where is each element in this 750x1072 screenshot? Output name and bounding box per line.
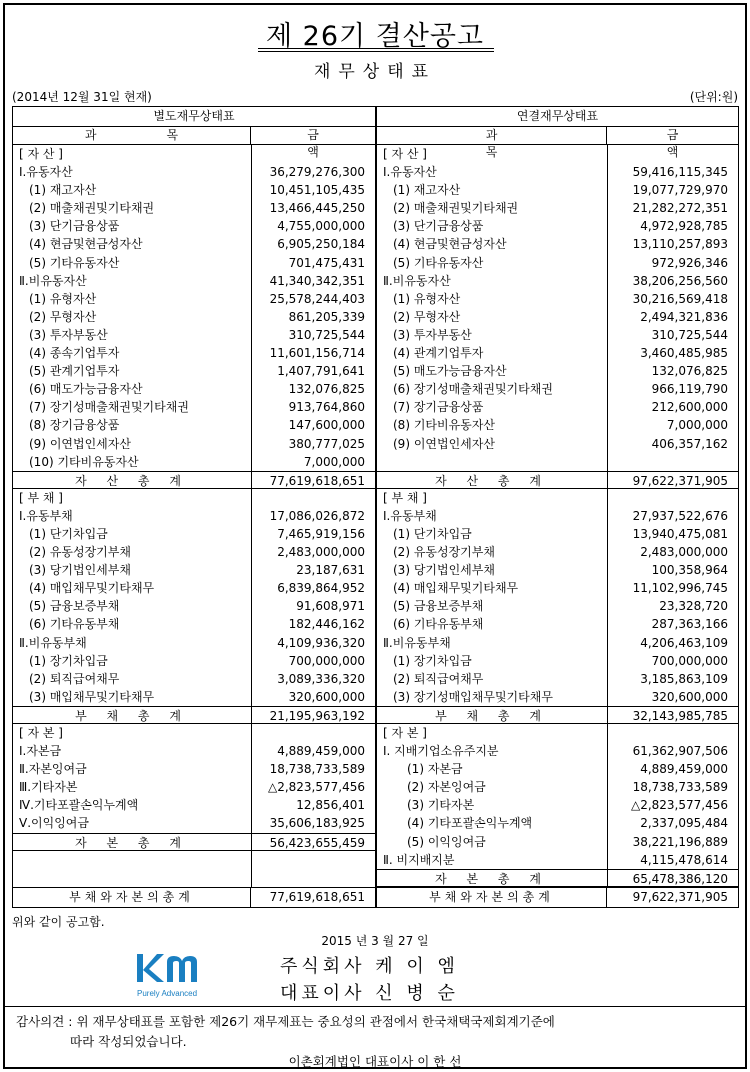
row-label: (5) 매도가능금융자산 [393, 364, 507, 379]
column-item-header: 과목 [377, 127, 607, 144]
row-amount [251, 145, 375, 163]
row-amount: 4,206,463,109 [640, 635, 728, 650]
row-label: (10) 기타비유동자산 [29, 454, 139, 469]
table-row [377, 525, 738, 543]
row-label: (1) 단기차입금 [29, 526, 108, 541]
table-row [377, 579, 738, 597]
row-label: 부 채 총 계 [75, 708, 189, 723]
as-of-date: (2014년 12월 31일 현재) [12, 90, 152, 104]
table-row [377, 597, 738, 615]
table-row [377, 489, 738, 507]
row-label: (6) 매도가능금융자산 [29, 382, 143, 397]
ceo-name: 대표이사 신 병 순 [280, 983, 459, 1004]
column-amount-header: 금액 [666, 128, 729, 159]
row-amount: 4,889,459,000 [277, 744, 365, 759]
row-label: (1) 유형자산 [393, 291, 461, 306]
row-label: (2) 매출채권및기타채권 [393, 201, 519, 216]
notice-text: 위와 같이 공고함. [12, 915, 105, 929]
table-row [377, 615, 738, 633]
row-amount: 35,606,183,925 [269, 816, 365, 831]
row-amount: 21,195,963,192 [269, 708, 365, 723]
row-label: (4) 현금및현금성자산 [393, 237, 507, 252]
table-row [13, 778, 375, 796]
row-label: Ⅰ.유동자산 [19, 165, 73, 180]
row-label: [ 자 산 ] [383, 147, 427, 161]
row-amount: 3,185,863,109 [640, 671, 728, 686]
row-label: Ⅱ.비유동부채 [383, 635, 451, 650]
table-row [377, 634, 738, 652]
row-amount: 41,340,342,351 [269, 273, 365, 288]
row-label: (1) 자본금 [407, 762, 463, 777]
row-amount: 77,619,618,651 [269, 473, 365, 488]
row-label: (5) 금융보증부채 [29, 599, 120, 614]
table-row [13, 579, 375, 597]
row-amount: 65,478,386,120 [632, 871, 728, 886]
table-row [377, 851, 738, 869]
row-amount: 17,086,026,872 [269, 508, 365, 523]
row-label: (2) 자본잉여금 [407, 780, 486, 795]
row-amount: 18,738,733,589 [269, 762, 365, 777]
table-title: 연결재무상태표 [377, 107, 738, 127]
total-label: 부채와자본의총계 [377, 888, 607, 907]
row-amount: 61,362,907,506 [632, 744, 728, 759]
row-label: Ⅰ.자본금 [19, 744, 62, 759]
row-label: (1) 재고자산 [393, 183, 461, 198]
row-label [377, 453, 607, 471]
separate-balance-sheet [12, 106, 376, 908]
table-row [13, 670, 375, 688]
consolidated-balance-sheet [376, 106, 739, 908]
row-amount: 25,578,244,403 [269, 291, 365, 306]
row-label: Ⅱ. 비지배지분 [383, 852, 455, 867]
row-amount: 2,483,000,000 [640, 545, 728, 560]
row-amount: 21,282,272,351 [632, 201, 728, 216]
table-row [377, 471, 738, 489]
row-label: (3) 단기금융상품 [29, 219, 120, 234]
row-label: 자 산 총 계 [75, 473, 189, 488]
table-row [13, 597, 375, 615]
table-row [13, 688, 375, 706]
table-row [377, 326, 738, 344]
total-liabilities-equity-row [13, 887, 375, 907]
table-row [13, 706, 375, 724]
table-row [377, 778, 738, 796]
table-row [377, 507, 738, 525]
column-item-header: 과목 [13, 127, 251, 144]
row-amount: 147,600,000 [288, 418, 365, 433]
row-label: (2) 퇴직급여채무 [393, 671, 484, 686]
row-amount: 10,451,105,435 [269, 183, 365, 198]
row-label: (4) 매입채무및기타채무 [393, 581, 519, 596]
table-row [13, 525, 375, 543]
row-amount [607, 145, 738, 163]
row-amount: 23,328,720 [659, 599, 728, 614]
row-label: (9) 이연법인세자산 [393, 436, 495, 451]
table-row [13, 724, 375, 742]
table-row [377, 833, 738, 851]
table-row [377, 814, 738, 832]
table-title: 별도재무상태표 [13, 107, 375, 127]
row-label: (6) 장기성매출채권및기타채권 [393, 382, 553, 397]
table-row [377, 163, 738, 181]
table-row [13, 507, 375, 525]
row-label: [ 자 본 ] [383, 726, 427, 740]
row-label: (7) 장기성매출채권및기타채권 [29, 400, 189, 415]
row-amount: 100,358,964 [651, 563, 728, 578]
table-row [377, 742, 738, 760]
row-amount: 4,755,000,000 [277, 219, 365, 234]
row-label: Ⅰ.유동부채 [19, 508, 73, 523]
row-label: (9) 이연법인세자산 [29, 436, 131, 451]
table-row [13, 416, 375, 434]
row-label: (3) 당기법인세부채 [393, 563, 495, 578]
row-label: Ⅱ.비유동자산 [383, 273, 451, 288]
row-label: (2) 무형자산 [393, 309, 461, 324]
table-row [377, 181, 738, 199]
row-amount: 36,279,276,300 [269, 165, 365, 180]
row-amount: 4,972,928,785 [640, 219, 728, 234]
row-label: [ 자 본 ] [19, 726, 63, 740]
row-amount: 6,905,250,184 [277, 237, 365, 252]
row-label: (3) 장기성매입채무및기타채무 [393, 689, 553, 704]
row-amount: 7,000,000 [303, 454, 365, 469]
logo-tagline: Purely Advanced [137, 989, 198, 998]
row-label: [ 부 채 ] [383, 490, 427, 505]
table-row [377, 362, 738, 380]
table-row [377, 688, 738, 706]
row-amount: 2,337,095,484 [640, 816, 728, 831]
table-row [377, 652, 738, 670]
table-row [13, 380, 375, 398]
row-amount: 3,089,336,320 [277, 671, 365, 686]
row-label: (5) 이익잉여금 [407, 834, 486, 849]
row-label: 자 본 총 계 [75, 835, 189, 850]
row-amount: 406,357,162 [651, 436, 728, 451]
table-row [377, 254, 738, 272]
table-row [13, 344, 375, 362]
row-amount: 7,000,000 [666, 418, 728, 433]
row-label: (3) 투자부동산 [393, 327, 472, 342]
row-amount: 38,206,256,560 [632, 273, 728, 288]
row-amount: 320,600,000 [288, 689, 365, 704]
row-amount: 4,109,936,320 [277, 635, 365, 650]
row-label: Ⅱ.비유동자산 [19, 273, 87, 288]
table-row [377, 706, 738, 724]
row-label: (4) 기타포괄손익누계액 [407, 816, 533, 831]
row-label: (4) 종속기업투자 [29, 346, 120, 361]
row-amount: 11,102,996,745 [632, 581, 728, 596]
row-label: (1) 장기차입금 [393, 653, 472, 668]
divider [5, 1006, 745, 1007]
row-amount: 287,363,166 [651, 617, 728, 632]
row-amount: 18,738,733,589 [632, 780, 728, 795]
table-row [13, 833, 375, 851]
audit-opinion-line1: 감사의견 : 위 재무상태표를 포함한 제26기 재무제표는 중요성의 관점에서 한국채택국제회계기준에 [16, 1014, 555, 1029]
row-amount: 310,725,544 [651, 327, 728, 342]
row-amount: 13,466,445,250 [269, 201, 365, 216]
table-row [377, 145, 738, 163]
table-row [13, 634, 375, 652]
row-amount: 132,076,825 [651, 364, 728, 379]
row-label: (7) 장기금융상품 [393, 400, 484, 415]
table-row [13, 453, 375, 471]
row-amount: 27,937,522,676 [632, 508, 728, 523]
row-amount: 700,000,000 [651, 653, 728, 668]
table-body [13, 145, 375, 887]
table-row [377, 796, 738, 814]
table-row [377, 272, 738, 290]
table-row [13, 362, 375, 380]
row-amount: 13,110,257,893 [632, 237, 728, 252]
row-label: 자 본 총 계 [435, 871, 549, 886]
table-row [13, 308, 375, 326]
row-amount: 19,077,729,970 [632, 183, 728, 198]
row-amount: 91,608,971 [296, 599, 365, 614]
row-amount: 380,777,025 [288, 436, 365, 451]
row-label: (1) 장기차입금 [29, 653, 108, 668]
row-amount [607, 724, 738, 742]
row-amount: 12,856,401 [296, 798, 365, 813]
table-row [13, 652, 375, 670]
row-amount: △2,823,577,456 [267, 780, 365, 795]
row-label: Ⅲ.기타자본 [19, 780, 78, 795]
row-amount: 38,221,196,889 [632, 834, 728, 849]
table-row [377, 199, 738, 217]
table-row [13, 796, 375, 814]
row-amount: 132,076,825 [288, 382, 365, 397]
row-amount: 3,460,485,985 [640, 346, 728, 361]
row-label: (1) 단기차입금 [393, 526, 472, 541]
row-label: Ⅰ.유동자산 [383, 165, 437, 180]
table-row [377, 380, 738, 398]
row-label: (1) 유형자산 [29, 291, 97, 306]
row-label: Ⅴ.이익잉여금 [19, 816, 89, 831]
row-amount: 310,725,544 [288, 327, 365, 342]
row-amount [251, 489, 375, 507]
row-label: (3) 투자부동산 [29, 327, 108, 342]
table-row [377, 543, 738, 561]
page-title: 제 26기 결산공고 [265, 21, 484, 52]
table-row [377, 561, 738, 579]
total-liabilities-equity-row [377, 887, 738, 907]
row-label: [ 자 산 ] [19, 147, 63, 161]
title-underline [258, 48, 494, 49]
table-row [13, 615, 375, 633]
row-amount: 966,119,790 [651, 382, 728, 397]
row-label: (2) 유동성장기부채 [393, 545, 495, 560]
table-row [377, 670, 738, 688]
table-row [13, 235, 375, 253]
row-label: (6) 기타유동부채 [29, 617, 120, 632]
row-label: Ⅱ.자본잉여금 [19, 762, 87, 777]
table-row [377, 724, 738, 742]
row-amount: 1,407,791,641 [277, 364, 365, 379]
table-row [13, 760, 375, 778]
table-row [13, 814, 375, 832]
table-row [13, 163, 375, 181]
row-label: Ⅰ.유동부채 [383, 508, 437, 523]
table-row [377, 290, 738, 308]
table-row [377, 869, 738, 887]
row-label: [ 부 채 ] [19, 490, 63, 505]
table-row [377, 453, 738, 471]
table-row [13, 398, 375, 416]
row-amount: 701,475,431 [288, 255, 365, 270]
notice-date: 2015 년 3 월 27 일 [321, 934, 429, 948]
row-label: Ⅱ.비유동부채 [19, 635, 87, 650]
table-row [377, 217, 738, 235]
table-body [377, 145, 738, 887]
unit-label: (단위:원) [689, 90, 738, 104]
column-amount-header: 금액 [307, 128, 369, 159]
row-label: (1) 재고자산 [29, 183, 97, 198]
row-label: (6) 기타유동부채 [393, 617, 484, 632]
row-amount: 6,839,864,952 [277, 581, 365, 596]
row-label: (3) 기타자본 [407, 798, 475, 813]
table-row [13, 217, 375, 235]
table-row [13, 543, 375, 561]
row-label: (2) 유동성장기부채 [29, 545, 131, 560]
row-label: (3) 당기법인세부채 [29, 563, 131, 578]
row-amount: 32,143,985,785 [632, 708, 728, 723]
table-row [377, 235, 738, 253]
row-amount: 972,926,346 [651, 255, 728, 270]
row-label: 부 채 총 계 [435, 708, 549, 723]
row-label: (3) 매입채무및기타채무 [29, 689, 155, 704]
table-row [377, 760, 738, 778]
row-amount [607, 489, 738, 507]
row-label: 자 산 총 계 [435, 473, 549, 488]
row-amount: 700,000,000 [288, 653, 365, 668]
table-row [13, 145, 375, 163]
row-amount: △2,823,577,456 [630, 798, 728, 813]
row-label: (5) 관계기업투자 [29, 364, 120, 379]
row-label: (5) 기타유동자산 [29, 255, 120, 270]
auditor-name: 이촌회계법인 대표이사 이 한 선 [288, 1054, 462, 1069]
total-amount: 77,619,618,651 [269, 890, 365, 904]
table-row [13, 254, 375, 272]
row-label: Ⅰ. 지배기업소유주지분 [383, 744, 499, 759]
km-logo [133, 950, 213, 1000]
table-row [377, 398, 738, 416]
row-label: (5) 기타유동자산 [393, 255, 484, 270]
row-amount: 320,600,000 [651, 689, 728, 704]
row-amount: 182,446,162 [288, 617, 365, 632]
table-row [13, 199, 375, 217]
row-amount: 861,205,339 [288, 309, 365, 324]
row-amount [251, 724, 375, 742]
audit-opinion-line2: 따라 작성되었습니다. [70, 1034, 187, 1049]
row-label: Ⅳ.기타포괄손익누계액 [19, 798, 139, 813]
row-label: (4) 매입채무및기타채무 [29, 581, 155, 596]
row-amount: 212,600,000 [651, 400, 728, 415]
row-amount: 56,423,655,459 [269, 835, 365, 850]
row-amount: 97,622,371,905 [632, 473, 728, 488]
row-amount: 4,889,459,000 [640, 762, 728, 777]
row-label: (2) 무형자산 [29, 309, 97, 324]
row-amount: 2,494,321,836 [640, 309, 728, 324]
table-row [13, 471, 375, 489]
row-label: (2) 퇴직급여채무 [29, 671, 120, 686]
row-amount: 13,940,475,081 [632, 526, 728, 541]
row-amount: 2,483,000,000 [277, 545, 365, 560]
table-row [13, 742, 375, 760]
row-amount: 30,216,569,418 [632, 291, 728, 306]
row-label: (8) 기타비유동자산 [393, 418, 495, 433]
row-amount: 7,465,919,156 [277, 526, 365, 541]
total-label: 부채와자본의총계 [13, 888, 251, 907]
table-row [13, 435, 375, 453]
table-row [13, 489, 375, 507]
title-underline [258, 51, 494, 52]
row-amount: 11,601,156,714 [269, 346, 365, 361]
row-label: (2) 매출채권및기타채권 [29, 201, 155, 216]
row-amount: 23,187,631 [296, 563, 365, 578]
total-amount: 97,622,371,905 [632, 890, 728, 904]
row-label: (5) 금융보증부채 [393, 599, 484, 614]
table-row [377, 435, 738, 453]
row-label: (4) 현금및현금성자산 [29, 237, 143, 252]
row-amount: 59,416,115,345 [632, 165, 728, 180]
table-row [13, 181, 375, 199]
table-row [377, 344, 738, 362]
table-row [13, 326, 375, 344]
page-subtitle: 재무상태표 [313, 62, 437, 82]
row-amount: 913,764,860 [288, 400, 365, 415]
table-row [377, 308, 738, 326]
row-amount: 4,115,478,614 [640, 852, 728, 867]
table-row [13, 272, 375, 290]
row-amount [607, 453, 738, 471]
table-row [13, 561, 375, 579]
table-row [377, 416, 738, 434]
table-row [13, 290, 375, 308]
row-label: (4) 관계기업투자 [393, 346, 484, 361]
row-label: (3) 단기금융상품 [393, 219, 484, 234]
company-name: 주식회사 케 이 엠 [280, 956, 459, 977]
row-label: (8) 장기금융상품 [29, 418, 120, 433]
